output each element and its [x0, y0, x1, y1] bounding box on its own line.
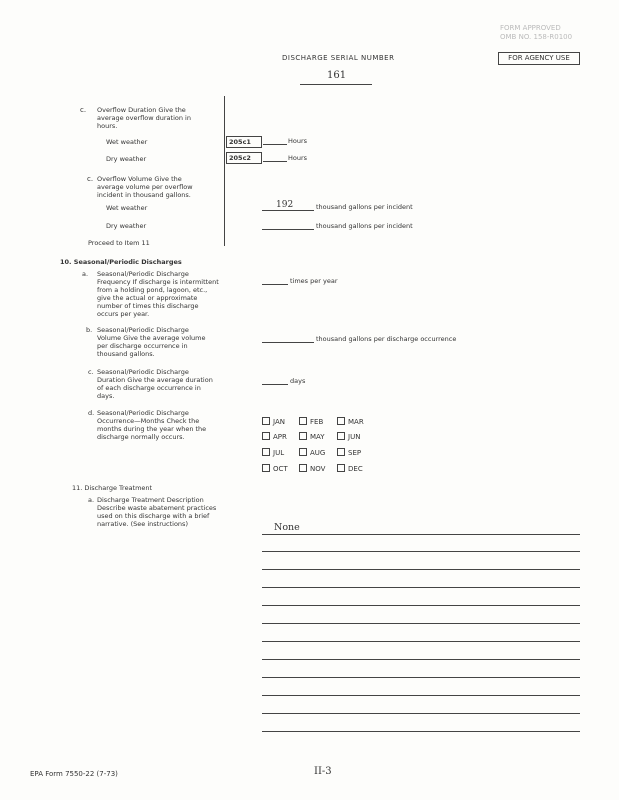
checkbox-icon[interactable]: [337, 417, 345, 425]
narrative-line-12[interactable]: [262, 731, 580, 732]
item10c-letter: c.: [88, 368, 94, 376]
month-feb[interactable]: FEB: [299, 417, 323, 426]
code-205c1: 205c1: [226, 136, 262, 148]
hours-wet-unit: Hours: [288, 137, 308, 145]
checkbox-icon[interactable]: [337, 448, 345, 456]
overflow-duration-text: Overflow Duration Give the average overflow duration in hours.: [97, 106, 191, 130]
month-nov[interactable]: NOV: [299, 464, 325, 473]
item10d-letter: d.: [88, 409, 95, 417]
duration-days-unit: days: [290, 377, 306, 385]
treatment-answer: None: [274, 522, 300, 533]
narrative-line-7[interactable]: [262, 641, 580, 642]
checkbox-icon[interactable]: [337, 432, 345, 440]
item11a-text: Discharge Treatment Description Describe waste abatement practices used on this discharge with a brief narrative. (See instructions): [97, 496, 217, 528]
checkbox-icon[interactable]: [262, 417, 270, 425]
month-jan[interactable]: JAN: [262, 417, 285, 426]
narrative-line-2[interactable]: [262, 551, 580, 552]
discharge-volume-unit: thousand gallons per discharge occurrence: [316, 335, 457, 343]
month-oct[interactable]: OCT: [262, 464, 288, 473]
wet-weather-label: Wet weather: [106, 138, 148, 146]
item10b-text: Seasonal/Periodic Discharge Volume Give the average volume per discharge occurrence in thousand gallons.: [97, 326, 206, 358]
narrative-line-8[interactable]: [262, 659, 580, 660]
narrative-line-5[interactable]: [262, 605, 580, 606]
section-divider: [224, 96, 225, 246]
agency-use-box: FOR AGENCY USE: [498, 52, 580, 65]
hours-dry-unit: Hours: [288, 154, 308, 162]
item10c-text: Seasonal/Periodic Discharge Duration Give the average duration of each discharge occurrence in days.: [97, 368, 213, 400]
narrative-line-6[interactable]: [262, 623, 580, 624]
dry-volume-field[interactable]: [262, 229, 314, 230]
serial-underline: [300, 84, 372, 85]
wet-weather-label-2: Wet weather: [106, 204, 148, 212]
checkbox-icon[interactable]: [262, 464, 270, 472]
month-mar[interactable]: MAR: [337, 417, 364, 426]
hours-wet-field[interactable]: [263, 144, 287, 145]
month-may[interactable]: MAY: [299, 432, 325, 441]
item10-title: 10. Seasonal/Periodic Discharges: [60, 258, 182, 266]
item11a-letter: a.: [88, 496, 95, 504]
month-sep[interactable]: SEP: [337, 448, 361, 457]
narrative-line-11[interactable]: [262, 713, 580, 714]
checkbox-icon[interactable]: [337, 464, 345, 472]
item-c2-letter: c.: [87, 175, 94, 183]
form-approved: FORM APPROVED: [500, 24, 561, 32]
month-aug[interactable]: AUG: [299, 448, 325, 457]
code-205c2: 205c2: [226, 152, 262, 164]
proceed-instruction: Proceed to Item 11: [88, 239, 150, 247]
narrative-line-1[interactable]: [262, 534, 580, 535]
wet-volume-value: 192: [276, 200, 294, 210]
item10a-letter: a.: [82, 270, 89, 278]
dry-volume-unit: thousand gallons per incident: [316, 222, 413, 230]
dry-weather-label-2: Dry weather: [106, 222, 147, 230]
overflow-volume-text: Overflow Volume Give the average volume per overflow incident in thousand gallons.: [97, 175, 193, 199]
page-number: II-3: [314, 766, 332, 777]
discharge-volume-field[interactable]: [262, 342, 314, 343]
checkbox-icon[interactable]: [299, 432, 307, 440]
dry-weather-label: Dry weather: [106, 155, 147, 163]
frequency-unit: times per year: [290, 277, 338, 285]
form-id: EPA Form 7550-22 (7-73): [30, 770, 118, 778]
serial-label: DISCHARGE SERIAL NUMBER: [282, 54, 395, 62]
wet-volume-unit: thousand gallons per incident: [316, 203, 413, 211]
month-jun[interactable]: JUN: [337, 432, 360, 441]
narrative-line-10[interactable]: [262, 695, 580, 696]
month-jul[interactable]: JUL: [262, 448, 284, 457]
item10a-text: Seasonal/Periodic Discharge Frequency If discharge is intermittent from a holding pond, lagoon, etc., give the actual or approximate number of times this discharge occurs per year.: [97, 270, 219, 318]
item10b-letter: b.: [86, 326, 93, 334]
checkbox-icon[interactable]: [262, 432, 270, 440]
narrative-line-9[interactable]: [262, 677, 580, 678]
narrative-line-3[interactable]: [262, 569, 580, 570]
checkbox-icon[interactable]: [262, 448, 270, 456]
item-c-letter: c.: [80, 106, 87, 114]
item11-title: 11. Discharge Treatment: [72, 484, 153, 492]
checkbox-icon[interactable]: [299, 464, 307, 472]
checkbox-icon[interactable]: [299, 417, 307, 425]
hours-dry-field[interactable]: [263, 161, 287, 162]
checkbox-icon[interactable]: [299, 448, 307, 456]
frequency-field[interactable]: [262, 284, 288, 285]
month-apr[interactable]: APR: [262, 432, 287, 441]
month-dec[interactable]: DEC: [337, 464, 363, 473]
duration-days-field[interactable]: [262, 384, 288, 385]
item10d-text: Seasonal/Periodic Discharge Occurrence—Months Check the months during the year when the discharge normally occurs.: [97, 409, 207, 441]
omb-number: OMB NO. 158-R0100: [500, 33, 573, 41]
wet-volume-field[interactable]: [262, 210, 314, 211]
serial-value: 161: [327, 70, 347, 81]
narrative-line-4[interactable]: [262, 587, 580, 588]
